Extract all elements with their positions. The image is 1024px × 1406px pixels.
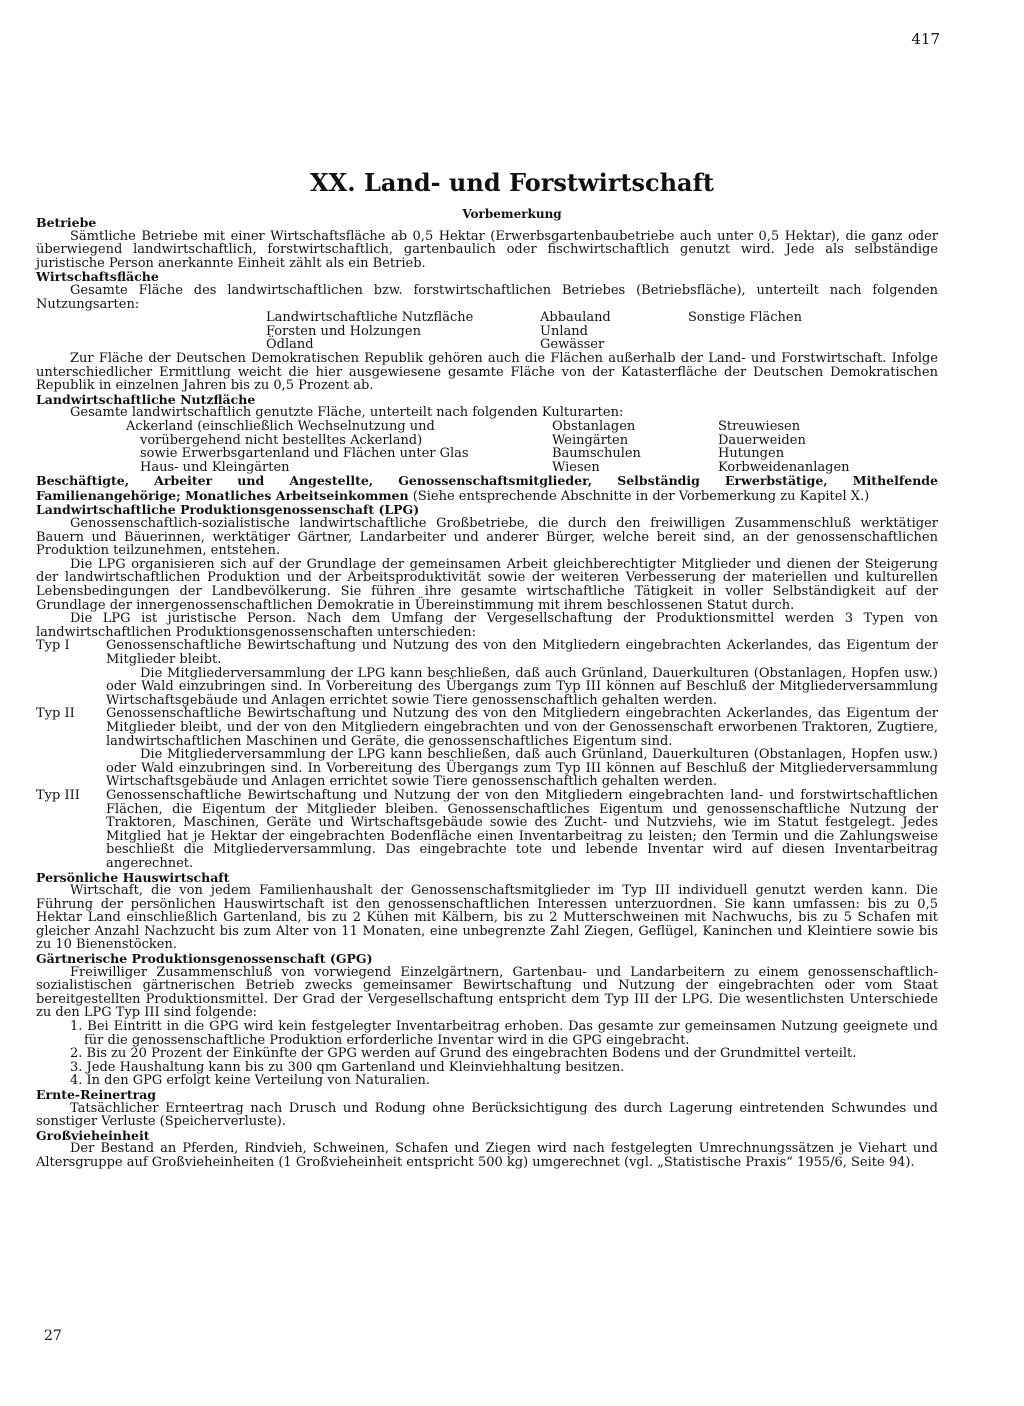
list-item: Unland [540, 323, 588, 339]
list-item: Haus- und Kleingärten [140, 459, 290, 475]
text-grossvieh: Der Bestand an Pferden, Rindvieh, Schweinen, Schafen und Ziegen wird nach festgelegten Umrechnungssätzen je Viehart und Altersgruppe auf Großvieheinheiten (1 Großvieheinheit entspricht 500 kg) umgerechnet (vgl. „Statistische Praxis“ 1955/6, Seite 94). [36, 1141, 938, 1170]
text-lpg-1: Genossenschaftlich-sozialistische landwirtschaftliche Großbetriebe, die durch den freiwilligen Zusammenschluß werktätiger Bauern und Bäuerinnen, werktätiger Gärtner, Landarbeiter und anderer Bürger, welche bereit sind, an der genossenschaftlichen Produktion teilzunehmen, entstehen. [36, 516, 938, 559]
heading-hauswirtschaft: Persönliche Hauswirtschaft [36, 869, 230, 885]
list-item: Ackerland (einschließlich Wechselnutzung und [126, 418, 435, 434]
typ-text: Genossenschaftliche Bewirtschaftung und Nutzung der von den Mitgliedern eingebrachten land- und forstwirtschaftlichen Flächen, die Eigentum der Mitglieder bleiben. Genossenschaftliches Eigentum und genossenschaftliche Nutzung der Traktoren, Maschinen, Geräte und Wirtschaftsgebäude sowie des Zucht- und Nutzviehs, wie im Statut festgelegt. Jedes Mitglied hat je Hektar der eingebrachten Bodenfläche einen Inventarbeitrag zu leisten; den Termin und die Zahlungsweise beschließt die Mitgliederversammlung. Das eingebrachte tote und lebende Inventar wird auf diesen Inventarbeitrag angerechnet. [106, 787, 938, 871]
chapter-title: XX. Land- und Forstwirtschaft [310, 168, 714, 197]
kulturarten-list [36, 420, 938, 474]
text-wirtschaftsflaeche: Gesamte Fläche des landwirtschaftlichen bzw. forstwirtschaftlichen Betriebes (Betriebsfläche), unterteilt nach folgenden Nutzungsarten: [36, 282, 938, 312]
typ-text: Genossenschaftliche Bewirtschaftung und Nutzung des von den Mitgliedern eingebrachten Ackerlandes, das Eigentum der Mitglieder bleibt, und der von den Mitgliedern eingebrachten und von der Genossenschaft erworbenen Traktoren, Zugtiere, landwirtschaftlichen Maschinen und Geräte, die genossenschaftliches Eigentum sind. [106, 706, 938, 749]
list-item: sowie Erwerbsgartenland und Flächen unter Glas [140, 446, 469, 462]
subtitle: Vorbemerkung [462, 207, 562, 221]
typ-text-2: Die Mitgliederversammlung der LPG kann beschließen, daß auch Grünland, Dauerkulturen (Obstanlagen, Hopfen usw.) oder Wald einzubringen sind. In Vorbereitung des Übergangs zum Typ III können auf Beschluß der Mitgliederversammlung Wirtschaftsgebäude und Anlagen errichtet sowie Tiere genossenschaftlich gehalten werden. [106, 747, 938, 790]
text-wirtschaftsflaeche-2: Zur Fläche der Deutschen Demokratischen Republik gehören auch die Flächen außerhalb der Land- und Forstwirtschaft. Infolge unterschiedlicher Ermittlung weicht die hier ausgewiesene gesamte Fläche von der Katasterfläche der Deutschen Demokratischen Republik in einzelnen Jahren bis zu 0,5 Prozent ab. [36, 350, 938, 394]
list-item: Abbauland [540, 310, 611, 326]
nutzungsart-col2 [540, 311, 710, 352]
list-item: Streuwiesen [718, 418, 801, 434]
kulturart-col2 [552, 420, 718, 474]
list-item: Wiesen [552, 459, 600, 475]
kulturart-col1 [126, 420, 552, 474]
heading-beschaeftigte: Beschäftigte, Arbeiter und Angestellte, Genossenschaftsmitglieder, Selbständig Erwerbstätige, Mithelfende Familienangehörige; Monatliches Arbeitseinkommen [36, 473, 938, 503]
list-item: Hutungen [718, 446, 785, 462]
text-beschaeftigte: (Siehe entsprechende Abschnitte in der Vorbemerkung zu Kapitel X.) [412, 488, 870, 504]
list-item: Baumschulen [552, 446, 641, 462]
lpg-typ-3 [36, 789, 938, 871]
list-item: Weingärten [552, 432, 629, 448]
gpg-list [36, 1020, 938, 1088]
heading-nutzflaeche: Landwirtschaftliche Nutzfläche [36, 391, 256, 407]
text-betriebe: Sämtliche Betriebe mit einer Wirtschaftsfläche ab 0,5 Hektar (Erwerbsgartenbaubetriebe auch unter 0,5 Hektar), die ganz oder überwiegend landwirtschaftlich, forstwirtschaftlich, gartenbaulich oder fischwirtschaftlich genutzt wird. Jede als selbständige juristische Person anerkannte Einheit zählt als ein Betrieb. [36, 228, 938, 271]
document-body [36, 216, 938, 1170]
text-gpg: Freiwilliger Zusammenschluß von vorwiegend Einzelgärtnern, Gartenbau- und Landarbeitern zu einem genossenschaftlich-sozialistischen gärtnerischen Betrieb zwecks gemeinsamer Bewirtschaftung und Nutzung der eingebrachten oder vom Staat bereitgestellten Produktionsmittel. Der Grad der Vergesellschaftung entspricht dem Typ III der LPG. Die wesentlichsten Unterschiede zu den LPG Typ III sind folgende: [36, 964, 938, 1021]
lpg-typ-1 [36, 639, 938, 707]
list-item: Sonstige Flächen [688, 310, 802, 326]
typ-label: Typ III [36, 787, 80, 803]
list-item: Obstanlagen [552, 418, 636, 434]
list-item: Dauerweiden [718, 432, 806, 448]
block-beschaeftigte [36, 474, 938, 503]
list-item: 2. Bis zu 20 Prozent der Einkünfte der GPG werden auf Grund des eingebrachten Bodens und der Grundmittel verteilt. [70, 1046, 857, 1062]
heading-gpg: Gärtnerische Produktionsgenossenschaft (GPG) [36, 951, 373, 967]
list-item: Korbweidenanlagen [718, 459, 850, 475]
list-item: Ödland [266, 337, 314, 353]
heading-ernte: Ernte-Reinertrag [36, 1087, 157, 1102]
heading-wirtschaftsflaeche: Wirtschaftsfläche [36, 269, 159, 285]
nutzungsart-col1 [126, 311, 526, 352]
list-item: 4. In den GPG erfolgt keine Verteilung von Naturalien. [70, 1073, 431, 1089]
list-item: Landwirtschaftliche Nutzfläche [266, 310, 474, 326]
text-hauswirtschaft: Wirtschaft, die von jedem Familienhaushalt der Genossenschaftsmitglieder im Typ III individuell genutzt werden kann. Die Führung der persönlichen Hauswirtschaft ist den genossenschaftlichen Interessen unterzuordnen. Sie kann umfassen: bis zu 0,5 Hektar Land einschließlich Gartenland, bis zu 2 Kühen mit Kälbern, bis zu 2 Mutterschweinen mit Nachwuchs, bis zu 5 Schafen mit gleicher Anzahl Nachzucht bis zum Alter von 11 Monaten, eine unbegrenzte Zahl Ziegen, Geflügel, Kaninchen und Kleintiere sowie bis zu 10 Bienenstöcken. [36, 883, 938, 953]
typ-text-2: Die Mitgliederversammlung der LPG kann beschließen, daß auch Grünland, Dauerkulturen (Obstanlagen, Hopfen usw.) oder Wald einzubringen sind. In Vorbereitung des Übergangs zum Typ III können auf Beschluß der Mitgliederversammlung Wirtschaftsgebäude und Anlagen errichtet sowie Tiere genossenschaftlich gehalten werden. [106, 665, 938, 708]
typ-text: Genossenschaftliche Bewirtschaftung und Nutzung des von den Mitgliedern eingebrachten Ackerlandes, das Eigentum der Mitglieder bleibt. [106, 638, 938, 667]
text-nutzflaeche: Gesamte landwirtschaftlich genutzte Fläche, unterteilt nach folgenden Kulturarten: [70, 405, 624, 421]
lpg-typ-2 [36, 707, 938, 789]
text-lpg-3: Die LPG ist juristische Person. Nach dem Umfang der Vergesellschaftung der Produktionsmittel werden 3 Typen von landwirtschaftlichen Produktionsgenossenschaften unterschieden: [36, 611, 938, 640]
list-item: 3. Jede Haushaltung kann bis zu 300 qm Gartenland und Kleinviehhaltung besitzen. [70, 1059, 625, 1075]
heading-lpg: Landwirtschaftliche Produktionsgenossenschaft (LPG) [36, 502, 420, 518]
list-item: 1. Bei Eintritt in die GPG wird kein festgelegter Inventarbeitrag erhoben. Das gesamte zur gemeinsamen Nutzung geeignete und für die genossenschaftliche Produktion erforderliche Inventar wird in die GPG eingebracht. [70, 1019, 938, 1048]
kulturart-col3 [718, 420, 938, 474]
list-item: Forsten und Holzungen [266, 323, 421, 339]
typ-label: Typ II [36, 706, 75, 722]
text-ernte: Tatsächlicher Ernteertrag nach Drusch und Rodung ohne Berücksichtigung des durch Lagerung eintretenden Schwundes und sonstiger Verluste (Speicherverluste). [36, 1100, 938, 1130]
typ-label: Typ I [36, 638, 70, 654]
heading-betriebe: Betriebe [36, 215, 97, 230]
heading-grossvieh: Großvieheinheit [36, 1127, 150, 1143]
list-item: Gewässer [540, 337, 605, 353]
page-number: 417 [911, 30, 940, 48]
list-item: vorübergehend nicht bestelltes Ackerland) [140, 432, 423, 448]
nutzungsart-col3 [688, 311, 848, 352]
nutzungsarten-list [36, 311, 938, 352]
footer-number: 27 [44, 1328, 62, 1344]
text-lpg-2: Die LPG organisieren sich auf der Grundlage der gemeinsamen Arbeit gleichberechtigter Mitglieder und dienen der Steigerung der landwirtschaftlichen Produktion und der Arbeitsproduktivität sowie der weiteren Verbesserung der materiellen und kulturellen Lebensbedingungen der Landbevölkerung. Sie führen ihre gesamte wirtschaftliche Tätigkeit in voller Selbständigkeit auf der Grundlage der innergenossenschaftlichen Demokratie in Übereinstimmung mit ihrem beschlossenen Statut durch. [36, 556, 938, 613]
